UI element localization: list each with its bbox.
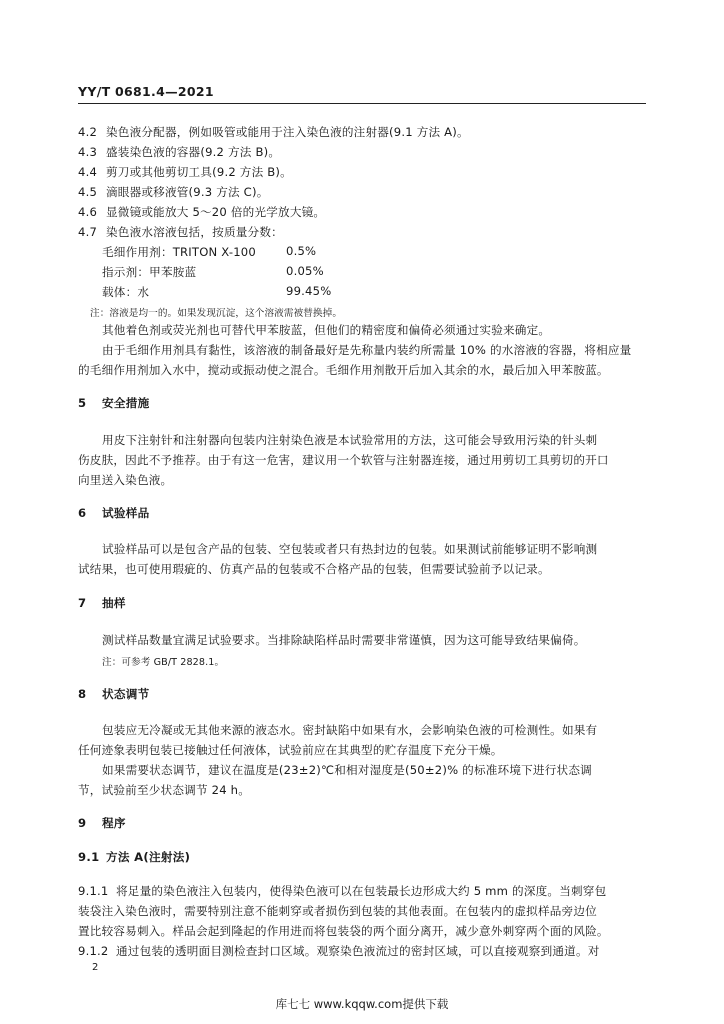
paragraph: 由于毛细作用剂具有黏性，该溶液的制备最好是先称量内装约所需量 10% 的水溶液的容器，将相应量: [102, 343, 632, 357]
list-item-4-6: 4.6 显微镜或能放大 5～20 倍的光学放大镜。: [78, 205, 326, 219]
download-footer: 库七七 www.kqqw.com提供下载: [275, 997, 449, 1011]
note-solution: 注：溶液是均一的。如果发现沉淀，这个溶液需被替换掉。: [90, 308, 343, 319]
clause-9-1-2: 9.1.2 通过包装的透明面目测检查封口区域。观察染色液流过的密封区域，可以直接观察到通道。对: [78, 944, 600, 958]
section-heading-6: 6 试验样品: [78, 506, 150, 520]
paragraph: 如果需要状态调节，建议在温度是(23±2)℃和相对湿度是(50±2)% 的标准环境下进行状态调: [102, 763, 592, 777]
page-number: 2: [92, 962, 99, 973]
paragraph: 向里送入染色液。: [78, 473, 173, 487]
paragraph: 的毛细作用剂加入水中，搅动或振动使之混合。毛细作用剂散开后加入其余的水，最后加入甲苯胺蓝。: [78, 363, 609, 377]
clause-9-1-1: 9.1.1 将足量的染色液注入包装内，使得染色液可以在包装最长边形成大约 5 mm 的深度。当刺穿包: [78, 884, 607, 898]
section-heading-8: 8 状态调节: [78, 687, 150, 701]
section-heading-9: 9 程序: [78, 816, 126, 830]
section-heading-5: 5 安全措施: [78, 396, 150, 410]
paragraph: 置比较容易刺入。样品会起到隆起的作用进而将包装袋的两个面分离开，减少意外刺穿两个面的风险。: [78, 924, 609, 938]
header-rule: [78, 103, 646, 104]
list-item-4-4: 4.4 剪刀或其他剪切工具(9.2 方法 B)。: [78, 165, 292, 179]
list-item-4-3: 4.3 盛装染色液的容器(9.2 方法 B)。: [78, 145, 281, 159]
paragraph: 测试样品数量宜满足试验要求。当排除缺陷样品时需要非常谨慎，因为这可能导致结果偏倚。: [102, 633, 586, 647]
note-reference: 注：可参考 GB/T 2828.1。: [102, 657, 225, 668]
paragraph: 任何迹象表明包装已接触过任何液体，试验前应在其典型的贮存温度下充分干燥。: [78, 743, 503, 757]
composition-value: 0.5%: [286, 244, 317, 258]
paragraph: 节，试验前至少状态调节 24 h。: [78, 783, 250, 797]
composition-value: 99.45%: [286, 284, 332, 298]
list-item-4-5: 4.5 滴眼器或移液管(9.3 方法 C)。: [78, 185, 269, 199]
paragraph: 伤皮肤，因此不予推荐。由于有这一危害，建议用一个软管与注射器连接，通过用剪切工具剪切的开口: [78, 453, 609, 467]
standard-code: YY/T 0681.4—2021: [78, 84, 214, 99]
paragraph: 装袋注入染色液时，需要特别注意不能刺穿或者损伤到包装的其他表面。在包装内的虚拟样品旁边位: [78, 904, 597, 918]
composition-label: 载体：水: [102, 285, 150, 299]
list-item-4-7: 4.7 染色液水溶液包括，按质量分数：: [78, 225, 283, 239]
paragraph: 试验样品可以是包含产品的包装、空包装或者只有热封边的包装。如果测试前能够证明不影响测: [102, 542, 598, 556]
paragraph: 其他着色剂或荧光剂也可替代甲苯胺蓝，但他们的精密度和偏倚必须通过实验来确定。: [102, 323, 551, 337]
paragraph: 试结果，也可使用瑕疵的、仿真产品的包装或不合格产品的包装，但需要试验前予以记录。: [78, 562, 550, 576]
list-item-4-2: 4.2 染色液分配器，例如吸管或能用于注入染色液的注射器(9.1 方法 A)。: [78, 125, 469, 139]
composition-label: 毛细作用剂：TRITON X-100: [102, 245, 256, 259]
paragraph: 包装应无冷凝或无其他来源的液态水。密封缺陷中如果有水，会影响染色液的可检测性。如果有: [102, 723, 598, 737]
composition-value: 0.05%: [286, 264, 324, 278]
paragraph: 用皮下注射针和注射器向包装内注射染色液是本试验常用的方法，这可能会导致用污染的针头刺: [102, 433, 598, 447]
composition-label: 指示剂：甲苯胺蓝: [102, 265, 197, 279]
subsection-heading-9-1: 9.1 方法 A(注射法): [78, 850, 191, 864]
section-heading-7: 7 抽样: [78, 596, 126, 610]
